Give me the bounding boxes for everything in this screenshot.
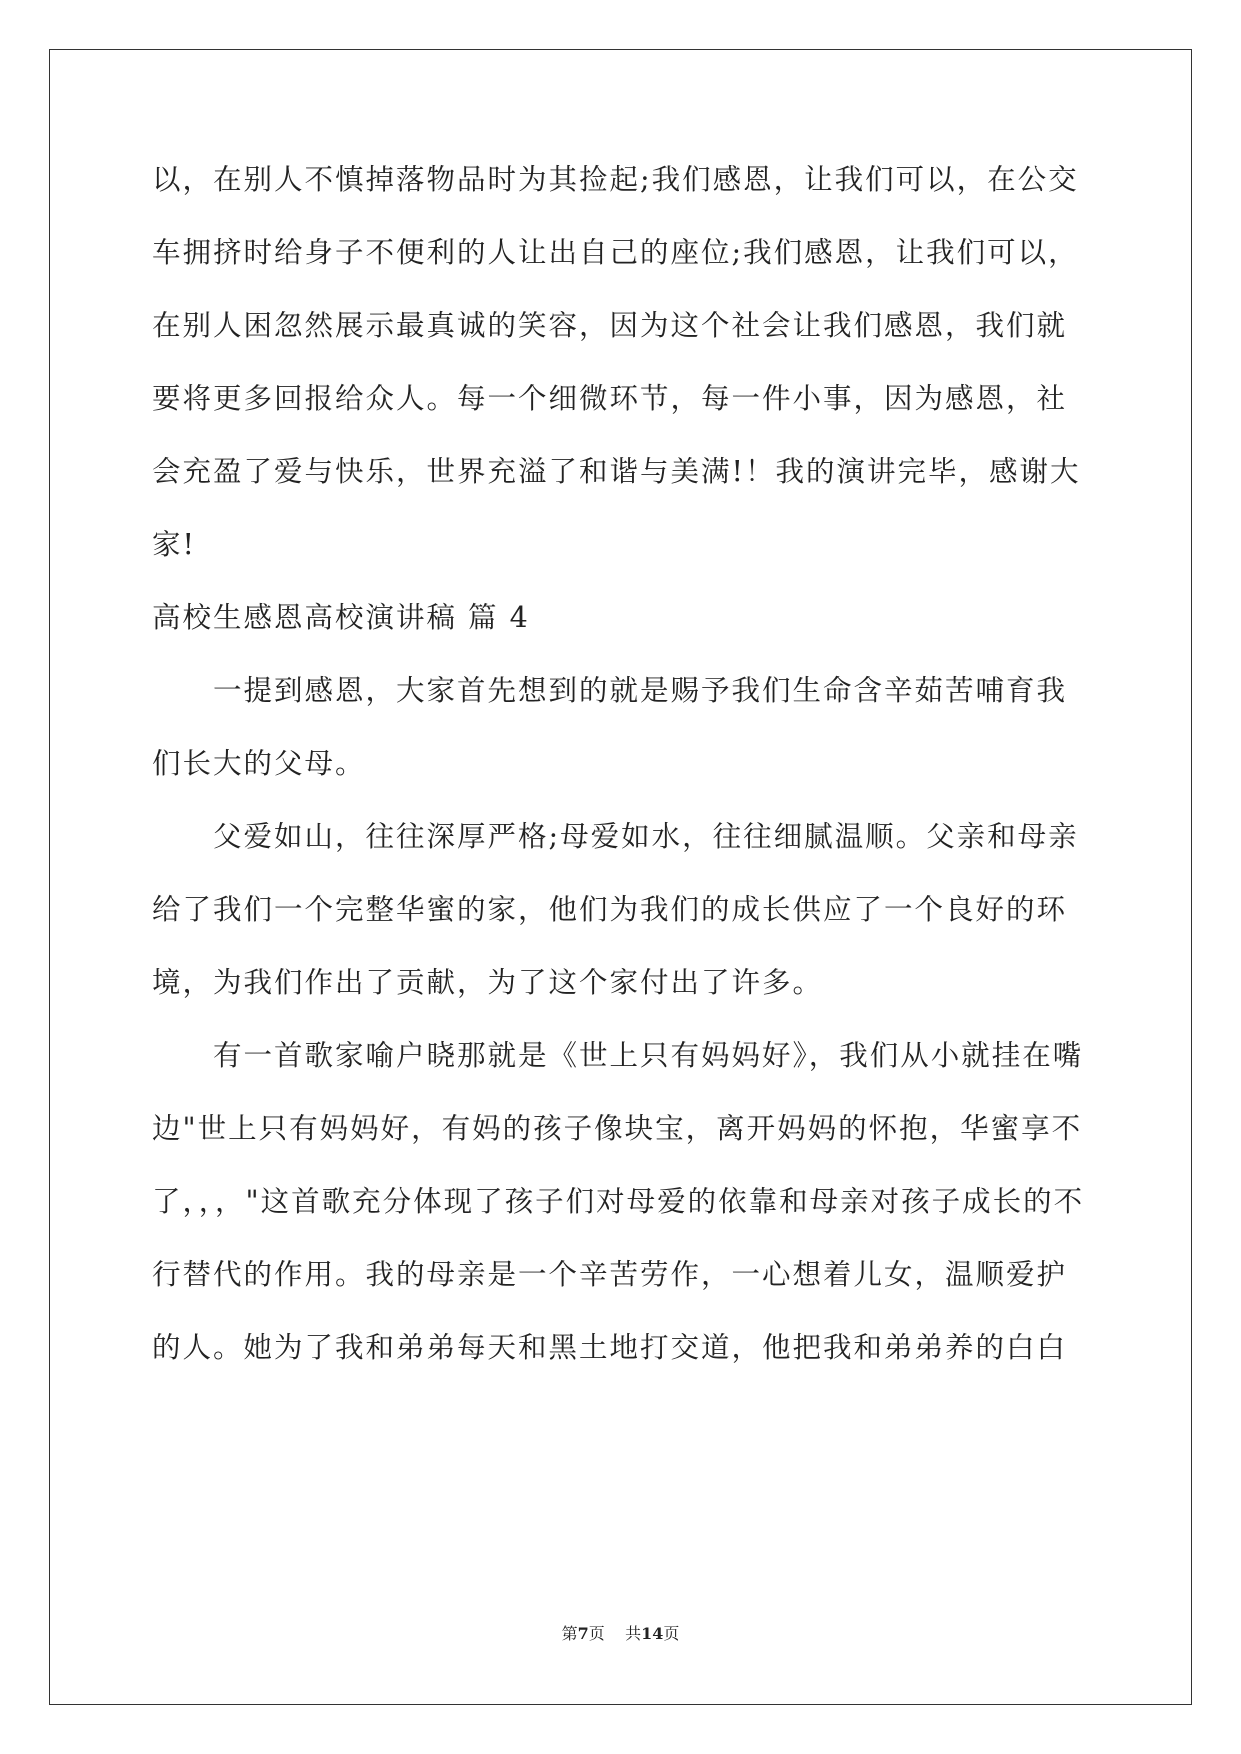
text-line: 边"世上只有妈妈好，有妈的孩子像块宝，离开妈妈的怀抱，华蜜享不 [152, 1112, 1083, 1145]
text-line: 以，在别人不慎掉落物品时为其捡起;我们感恩，让我们可以，在公交 [152, 163, 1079, 196]
text-line: 一提到感恩，大家首先想到的就是赐予我们生命含辛茹苦哺育我 [152, 674, 1068, 707]
text-line: 父爱如山，往往深厚严格;母爱如水，往往细腻温顺。父亲和母亲 [152, 820, 1079, 853]
page-footer [0, 1624, 1241, 1644]
text-line: 了，，，"这首歌充分体现了孩子们对母爱的依靠和母亲对孩子成长的不 [152, 1185, 1085, 1218]
footer-total-prefix: 共 [625, 1624, 642, 1643]
text-line: 会充盈了爱与快乐，世界充溢了和谐与美满!！我的演讲完毕，感谢大 [152, 455, 1081, 488]
text-line: 家! [152, 528, 196, 561]
total-pages: 14 [641, 1624, 664, 1643]
text-line: 境，为我们作出了贡献，为了这个家付出了许多。 [152, 966, 824, 999]
text-line: 车拥挤时给身子不便利的人让出自己的座位;我们感恩，让我们可以， [152, 236, 1079, 269]
text-line: 在别人困忽然展示最真诚的笑容，因为这个社会让我们感恩，我们就 [152, 309, 1068, 342]
text-line: 的人。她为了我和弟弟每天和黑土地打交道，他把我和弟弟养的白白 [152, 1331, 1068, 1364]
section-heading: 高校生感恩高校演讲稿 篇 4 [152, 601, 530, 634]
text-line: 有一首歌家喻户晓那就是《世上只有妈妈好》，我们从小就挂在嘴 [152, 1039, 1084, 1072]
page-border [49, 49, 1192, 1705]
text-line: 们长大的父母。 [152, 747, 366, 780]
text-line: 要将更多回报给众人。每一个细微环节，每一件小事，因为感恩，社 [152, 382, 1068, 415]
text-line: 给了我们一个完整华蜜的家，他们为我们的成长供应了一个良好的环 [152, 893, 1068, 926]
footer-page-suffix: 页 [588, 1624, 605, 1643]
footer-prefix: 第 [561, 1624, 578, 1643]
footer-total-suffix: 页 [663, 1624, 680, 1643]
page-number: 7 [577, 1624, 589, 1643]
text-line: 行替代的作用。我的母亲是一个辛苦劳作，一心想着儿女，温顺爱护 [152, 1258, 1068, 1291]
